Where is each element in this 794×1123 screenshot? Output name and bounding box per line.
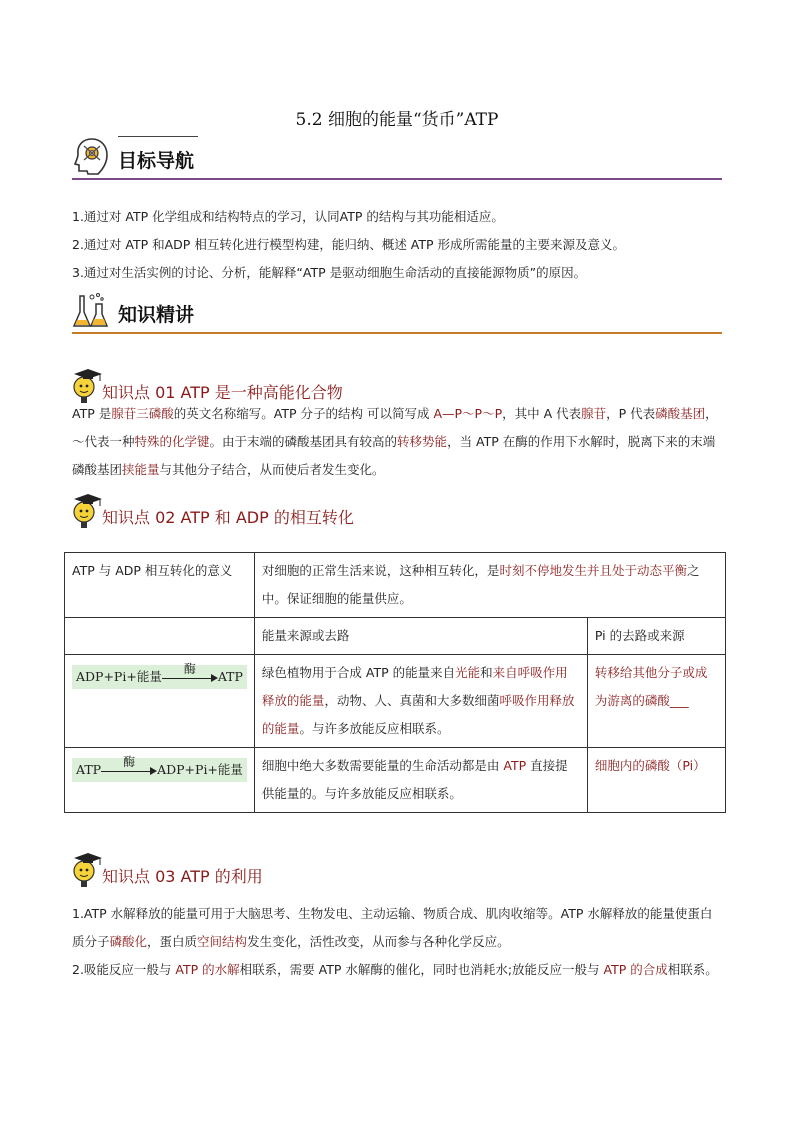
knowledge-point-2-heading [72, 491, 722, 531]
section-header-knowledge [72, 290, 722, 334]
highlighted-term: 磷酸基团 [655, 406, 706, 421]
equation-left: ATP [76, 762, 102, 777]
highlighted-term: 光能 [455, 665, 481, 680]
graduate-mascot-icon [72, 366, 104, 404]
knowledge-point-title: 知识点 01 ATP 是一种高能化合物 [102, 383, 343, 402]
text-run: ，其中 A 代表 [502, 406, 582, 421]
paragraph [72, 400, 724, 484]
table-cell [65, 618, 255, 655]
text-run: 相联系，需要 ATP 水解酶的催化，同时也消耗水;放能反应一般与 [239, 962, 604, 977]
highlighted-term: 时刻不停地发生并且处于 [499, 563, 637, 578]
highlighted-term: ATP [503, 758, 527, 773]
text-run: 直接提供能量的。与许多放能反应相联系。 [261, 758, 568, 801]
highlighted-term: 特殊的化学键 [134, 434, 210, 449]
paragraph [72, 900, 724, 956]
enzyme-label: 酶 [123, 754, 136, 769]
header-top-line [118, 136, 198, 137]
text-run: ，当 ATP 在酶的作用下水解时，脱离下来的末端磷酸基团 [72, 434, 716, 477]
table-row [65, 655, 726, 748]
table-cell: 转移给其他分子或成为游离的磷酸___ [587, 655, 725, 748]
synthesis-equation [72, 661, 247, 689]
text-run: 之中。保证细胞的能量供应。 [261, 563, 700, 606]
paragraph [72, 956, 724, 984]
table-cell [254, 748, 587, 813]
text-run: 细胞中绝大多数需要能量的生命活动都是由 [261, 758, 504, 773]
enzyme-arrow-icon [101, 754, 157, 776]
text-run: 发生变化，活性改变，从而参与各种化学反应。 [247, 934, 510, 949]
text-run: 相联系。 [667, 962, 718, 977]
highlighted-term: 磷酸化 [109, 934, 148, 949]
text-run: ，动物、人、真菌和大多数细菌 [324, 693, 500, 708]
goal-item: 3.通过对生活实例的讨论、分析，能解释“ATP 是驱动细胞生命活动的直接能源物质”的原因。 [72, 265, 587, 280]
table-row [65, 748, 726, 813]
goal-item: 2.通过对 ATP 和ADP 相互转化进行模型构建，能归纳、概述 ATP 形成所需能量的主要来源及意义。 [72, 237, 626, 252]
highlighted-term: A—P～P～P [433, 406, 503, 421]
highlighted-term: 挟能量 [122, 462, 160, 477]
text-run: 。由于末端的磷酸基团具有较高的 [209, 434, 398, 449]
text-run: 2.吸能反应一般与 [72, 962, 176, 977]
text-run: 。与许多放能反应相联系。 [299, 721, 450, 736]
table-row [65, 553, 726, 618]
table-cell [254, 655, 587, 748]
highlighted-term: 来自呼吸作用释放的能量 [261, 665, 568, 708]
section-title: 知识精讲 [118, 304, 195, 326]
highlighted-term: ATP 的合成 [603, 962, 668, 977]
highlighted-term: 转移势能 [397, 434, 448, 449]
section-header-goals [72, 136, 722, 180]
equation-right: ADP+Pi+能量 [157, 762, 243, 777]
table-cell [65, 655, 255, 748]
graduate-mascot-icon [72, 491, 104, 529]
atp-adp-table [64, 552, 726, 813]
highlighted-term: 腺苷三磷酸 [111, 406, 174, 421]
knowledge-point-1-body [72, 400, 724, 484]
table-cell [65, 748, 255, 813]
highlighted-term: 动态平衡 [636, 563, 687, 578]
table-cell: 细胞内的磷酸（Pi） [587, 748, 725, 813]
highlighted-term: 空间结构 [197, 934, 248, 949]
hydrolysis-equation [72, 754, 247, 782]
lab-flask-icon [72, 290, 112, 330]
section-rule [72, 332, 722, 334]
text-run: ，P 代表 [606, 406, 656, 421]
brain-gear-icon [72, 136, 112, 176]
text-run: 与其他分子结合，从而使后者发生变化。 [159, 462, 385, 477]
table-cell: ATP 与 ADP 相互转化的意义 [65, 553, 255, 618]
highlighted-term: 呼吸作用释放的能量 [261, 693, 575, 736]
goal-item: 1.通过对 ATP 化学组成和结构特点的学习，认同ATP 的结构与其功能相适应。 [72, 209, 504, 224]
knowledge-point-3-heading [72, 850, 722, 890]
text-run: ，蛋白质 [147, 934, 198, 949]
knowledge-point-title: 知识点 03 ATP 的利用 [102, 867, 263, 886]
section-title: 目标导航 [118, 150, 195, 172]
graduate-mascot-icon [72, 850, 104, 888]
text-run: ATP 是 [72, 406, 112, 421]
text-run: 对细胞的正常生活来说，这种相互转化，是 [261, 563, 500, 578]
knowledge-point-title: 知识点 02 ATP 和 ADP 的相互转化 [102, 508, 354, 527]
section-rule [72, 178, 722, 180]
table-header-cell: 能量来源或去路 [254, 618, 587, 655]
table-header-cell: Pi 的去路或来源 [587, 618, 725, 655]
text-run: 1.ATP 水解释放的能量可用于大脑思考、生物发电、主动运输、物质合成、肌肉收缩等。ATP 水解释放的能量使蛋白质分子 [72, 906, 713, 949]
table-cell [254, 553, 725, 618]
enzyme-arrow-icon [162, 661, 218, 683]
text-run: 和 [480, 665, 493, 680]
text-run: 绿色植物用于合成 ATP 的能量来自 [261, 665, 456, 680]
text-run: 的英文名称缩写。ATP 分子的结构 可以简写成 [173, 406, 434, 421]
table-row [65, 618, 726, 655]
equation-right: ATP [217, 669, 243, 684]
highlighted-term: ATP 的水解 [175, 962, 240, 977]
equation-left: ADP+Pi+能量 [76, 669, 162, 684]
text-run: ，～代表一种 [72, 406, 718, 449]
knowledge-point-3-body [72, 900, 724, 984]
page-title: 5.2 细胞的能量“货币”ATP [295, 110, 499, 130]
enzyme-label: 酶 [183, 661, 196, 676]
goals-list [72, 203, 724, 287]
highlighted-term: 腺苷 [581, 406, 607, 421]
